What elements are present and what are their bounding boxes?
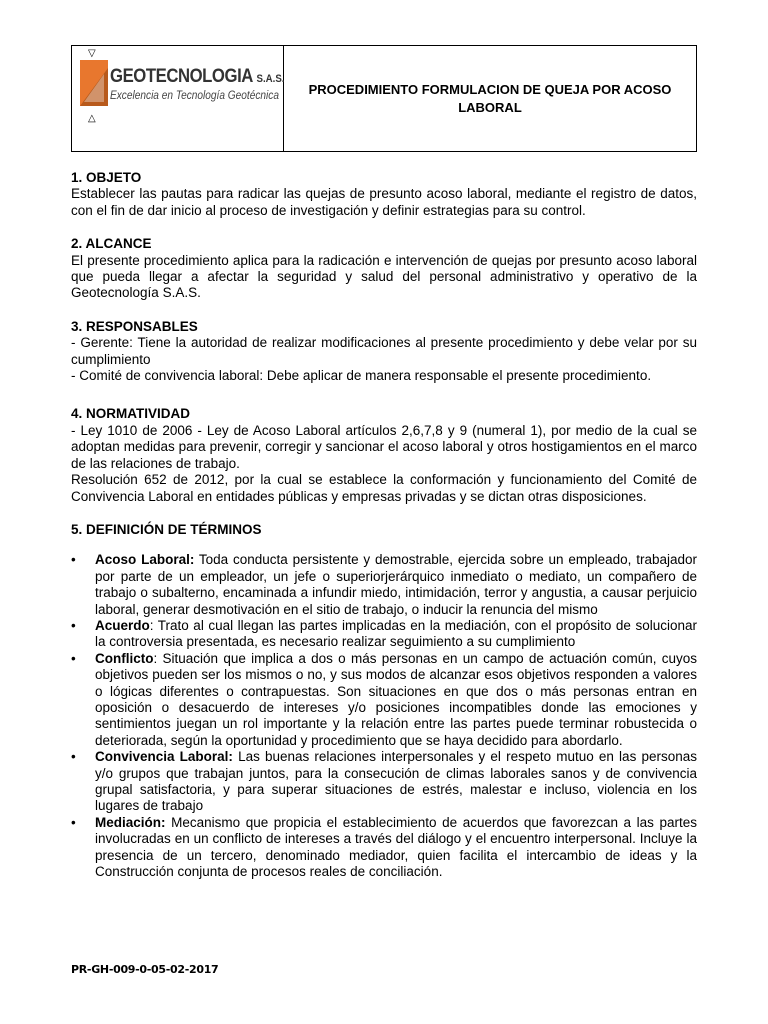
bullet-icon: • <box>71 814 76 830</box>
term-definition: Mecanismo que propicia el establecimiento de acuerdos que favorezcan a las partes involucradas en un conflicto de intereses a través del diálogo y el encuentro interpersonal. Incluye la presencia de un tercero, denominado mediador, quien facilita el intercambio de ideas y la Construcción conjunta de procesos reales de conciliación. <box>95 814 697 880</box>
logo-cell <box>72 46 284 151</box>
section-title: 1. OBJETO <box>71 170 142 185</box>
section-title: 5. DEFINICIÓN DE TÉRMINOS <box>71 521 262 537</box>
term-definition: : Trato al cual llegan las partes implicadas en la mediación, con el propósito de solucionar la controversia presentada, es necesario realizar seguimiento a su cumplimiento <box>95 617 697 650</box>
terms-list <box>71 552 697 880</box>
section-text: Establecer las pautas para radicar las quejas de presunto acoso laboral, mediante el registro de datos, con el fin de dar inicio al proceso de investigación y definir estrategias para su control. <box>71 186 697 218</box>
document-code: PR-GH-009-0-05-02-2017 <box>71 963 219 976</box>
bullet-icon: • <box>71 617 76 633</box>
document-title: PROCEDIMIENTO FORMULACION DE QUEJA POR ACOSO LABORAL <box>308 81 672 115</box>
logo-tagline: Excelencia en Tecnología Geotécnica <box>110 90 279 102</box>
triangle-up-icon: △ <box>88 113 96 124</box>
term-definition: Toda conducta persistente y demostrable, ejercida sobre un empleado, trabajador por parte de un empleador, un jefe o superiorjerárquico inmediato o mediato, un compañero de trabajo o subalterno, encaminada a infundir miedo, intimidación, terror y angustia, a causar perjuicio laboral, generar desmotivación en el sitio de trabajo, o inducir la renuncia del mismo <box>95 552 697 617</box>
document-header <box>71 45 697 152</box>
bullet-icon: • <box>71 552 76 568</box>
section-title: 2. ALCANCE <box>71 236 152 252</box>
section-normatividad <box>71 406 697 504</box>
term-name: Mediación: <box>95 814 166 830</box>
section-responsables <box>71 319 697 385</box>
list-item <box>71 618 697 651</box>
section-text: El presente procedimiento aplica para la radicación e intervención de quejas por presunto acoso laboral que pueda llegar a afectar la seguridad y salud del personal administrativo y operativo de la Geotecnología S.A.S. <box>71 252 697 301</box>
section-definiciones <box>71 522 697 881</box>
list-item <box>71 749 697 815</box>
term-definition: : Situación que implica a dos o más personas en un campo de actuación común, cuyos objetivos pueden ser los mismos o no, y sus modos de alcanzar esos objetivos responden a valores o lógicas diferentes o contrapuestas. Son situaciones en que dos o más personas entran en oposición o desacuerdo de intereses y/o posiciones incompatibles donde las emociones y sentimientos juegan un rol importante y la relación entre las partes puede terminar robustecida o deteriorada, según la oportunidad y procedimiento que se haya decidido para abordarlo. <box>95 650 697 748</box>
term-definition: Las buenas relaciones interpersonales y el respeto mutuo en las personas y/o grupos que trabajan juntos, para la consecución de climas laborales sanos y de convivencia grupal satisfactoria, y para superar situaciones de estrés, malestar e incluso, violencia en los lugares de trabajo <box>95 749 697 814</box>
list-item <box>71 552 697 618</box>
term-name: Conflicto <box>95 650 154 666</box>
list-item <box>71 815 697 881</box>
triangle-down-icon: ▽ <box>88 48 96 59</box>
bullet-icon: • <box>71 749 76 765</box>
section-text: Resolución 652 de 2012, por la cual se establece la conformación y funcionamiento del Comité de Convivencia Laboral en entidades públicas y empresas privadas y se dictan otras disposiciones. <box>71 472 697 504</box>
section-text: - Comité de convivencia laboral: Debe aplicar de manera responsable el presente procedimiento. <box>71 368 652 384</box>
term-name: Acuerdo <box>95 617 150 633</box>
geotecnologia-logo-icon <box>80 60 108 106</box>
section-text: - Ley 1010 de 2006 - Ley de Acoso Laboral artículos 2,6,7,8 y 9 (numeral 1), por medio de la cual se adoptan medidas para prevenir, corregir y sancionar el acoso laboral y otros hostigamientos en el marco de las relaciones de trabajo. <box>71 422 697 471</box>
section-text: - Gerente: Tiene la autoridad de realizar modificaciones al presente procedimiento y debe velar por su cumplimiento <box>71 335 697 367</box>
list-item <box>71 651 697 749</box>
logo-suffix: S.A.S. <box>256 73 285 85</box>
term-name: Acoso Laboral: <box>95 552 195 568</box>
section-title: 3. RESPONSABLES <box>71 318 198 334</box>
section-objeto <box>71 170 697 219</box>
document-body <box>71 170 697 897</box>
section-title: 4. NORMATIVIDAD <box>71 406 191 422</box>
term-name: Convivencia Laboral: <box>95 749 233 765</box>
section-alcance <box>71 236 697 302</box>
logo-name: GEOTECNOLOGIA S.A.S. <box>110 66 285 87</box>
bullet-icon: • <box>71 650 76 666</box>
